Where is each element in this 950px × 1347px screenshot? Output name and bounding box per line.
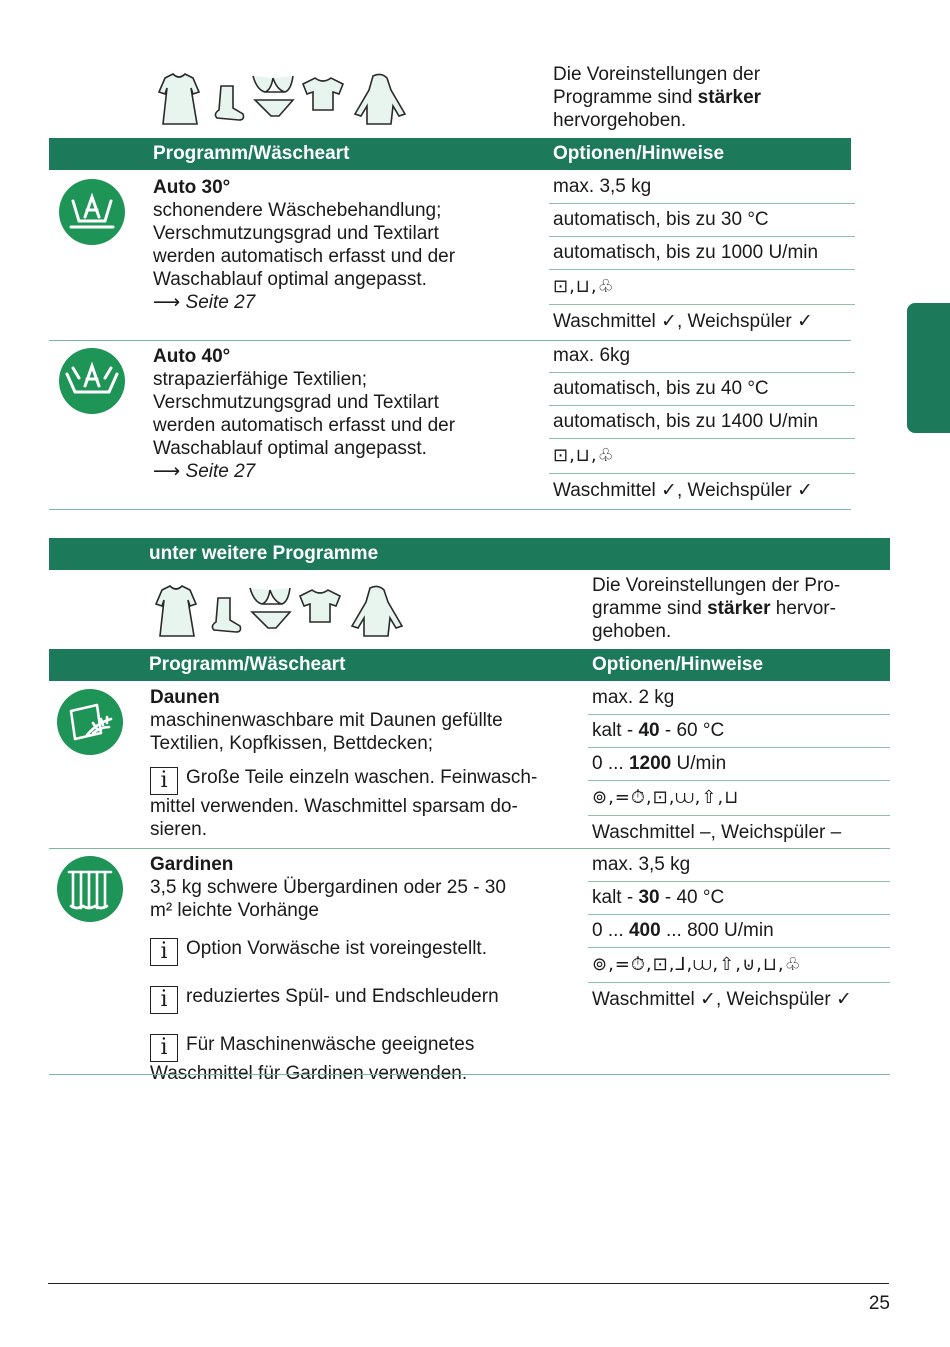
temp-prefix: kalt - [592,887,639,908]
page-ref-text: Seite 27 [185,461,256,482]
option-weight: max. 3,5 kg [549,170,855,204]
preset-note-line2 [592,597,890,620]
temp-default: 40 [638,720,660,741]
gardinen-description [150,853,580,1085]
daunen-icon [57,689,123,755]
option-weight: max. 2 kg [588,681,890,715]
preset-note [553,63,853,132]
desc-line: strapazierfähige Textilien; [153,369,368,390]
daunen-title: Daunen [150,687,220,708]
header-options: Optionen/Hinweise [592,654,764,675]
desc-line: werden automatisch erfasst und der [153,415,456,436]
page-ref[interactable] [153,460,543,483]
info-icon: i [150,986,178,1014]
chapter-tab [907,303,950,433]
desc-line: m² leichte Vorhänge [150,900,319,921]
info-note [150,1033,580,1062]
desc-line: 3,5 kg schwere Übergardinen oder 25 - 30 [150,877,506,898]
preset-note-line2-rest: hervor- [770,598,836,619]
page-ref-text: Seite 27 [185,292,256,313]
footer-rule [48,1283,889,1284]
spin-default: 1200 [628,753,672,774]
preset-note [592,574,890,643]
option-detergent: Waschmittel –, Weichspüler – [592,822,842,843]
info-text: Große Teile einzeln waschen. Feinwasch- [186,767,538,788]
header-program: Programm/Wäscheart [149,654,346,675]
auto-40-icon [59,348,125,414]
row-divider [49,1074,890,1075]
auto-30-icon [59,179,125,245]
daunen-description [150,686,580,841]
option-spin [588,747,890,781]
spin-prefix: 0 ... [592,753,629,774]
info-icon: i [150,767,178,795]
preset-note-line3: gehoben. [592,621,672,642]
option-detergent: Waschmittel ✓, Weichspüler ✓ [592,989,852,1010]
spin-prefix: 0 ... [592,920,629,941]
option-weight: max. 3,5 kg [588,848,890,882]
option-symbols: ⊚,=⏱,⊡,⩊,⇧,⊔ [588,780,890,816]
temp-prefix: kalt - [592,720,639,741]
auto-40-description [153,345,543,483]
auto-30-description [153,176,543,314]
info-icon: i [150,1034,178,1062]
temp-suffix: - 40 °C [659,887,725,908]
option-temperature: automatisch, bis zu 30 °C [549,203,855,237]
preset-note-line3: hervorgehoben. [553,110,687,131]
option-weight: max. 6kg [549,339,855,373]
option-symbols: ⊡,⊔,♧ [549,438,855,474]
header-program: Programm/Wäscheart [153,143,350,164]
option-detergent: Waschmittel ✓, Weichspüler ✓ [553,311,813,332]
option-temperature: automatisch, bis zu 40 °C [549,372,855,406]
auto-40-title: Auto 40° [153,346,231,367]
preset-note-line2 [553,86,853,109]
desc-line: Verschmutzungsgrad und Textilart [153,223,439,244]
desc-line: schonendere Wäschebehandlung; [153,200,442,221]
section-banner [49,538,890,570]
desc-line: Verschmutzungsgrad und Textilart [153,392,439,413]
gardinen-icon [57,856,123,922]
page-number: 25 [868,1293,890,1314]
desc-line: Textilien, Kopfkissen, Bettdecken; [150,733,434,754]
table-header [49,138,851,170]
temp-suffix: - 60 °C [659,720,725,741]
clothing-pictograms-icon [152,582,407,640]
clothing-pictograms-icon [155,70,410,128]
option-spin: automatisch, bis zu 1000 U/min [549,236,855,270]
arrow-icon: ⟶ [153,292,181,313]
option-spin: automatisch, bis zu 1400 U/min [549,405,855,439]
page-ref[interactable] [153,291,543,314]
option-spin [588,914,890,948]
clothing-icons [155,70,410,128]
spin-default: 400 [628,920,661,941]
spin-suffix: U/min [671,753,727,774]
temp-default: 30 [638,887,660,908]
preset-note-line2-text: gramme sind [592,598,708,619]
header-options: Optionen/Hinweise [553,143,725,164]
preset-note-line2-text: Programme sind [553,87,698,108]
info-text: mittel verwenden. Waschmittel sparsam do- [150,796,518,817]
info-note [150,937,580,966]
info-note [150,985,580,1014]
section-banner-title: unter weitere Programme [149,543,379,564]
clothing-icons [152,582,407,640]
row-divider [49,509,851,510]
desc-line: Waschablauf optimal angepasst. [153,438,427,459]
info-text: sieren. [150,819,208,840]
desc-line: Waschablauf optimal angepasst. [153,269,427,290]
preset-note-bold: stärker [707,598,771,619]
option-temperature [588,881,890,915]
desc-line: werden automatisch erfasst und der [153,246,456,267]
preset-note-line1: Die Voreinstellungen der Pro- [592,575,841,596]
info-text: Waschmittel für Gardinen verwenden. [150,1063,468,1084]
preset-note-bold: stärker [697,87,762,108]
spin-suffix: ... 800 U/min [660,920,774,941]
gardinen-title: Gardinen [150,854,234,875]
info-note [150,766,580,795]
table-header [49,649,890,681]
desc-line: maschinenwaschbare mit Daunen gefüllte [150,710,503,731]
info-text: Option Vorwäsche ist voreingestellt. [186,938,487,959]
option-detergent: Waschmittel ✓, Weichspüler ✓ [553,480,813,501]
option-symbols: ⊡,⊔,♧ [549,269,855,305]
option-symbols: ⊚,=⏱,⊡,⅃,⩊,⇧,⊍,⊔,♧ [588,947,890,983]
info-text: Für Maschinenwäsche geeignetes [186,1034,475,1055]
auto-30-title: Auto 30° [153,177,231,198]
option-temperature [588,714,890,748]
preset-note-line1: Die Voreinstellungen der [553,64,761,85]
info-text: reduziertes Spül- und Endschleudern [186,986,499,1007]
arrow-icon: ⟶ [153,461,181,482]
info-icon: i [150,938,178,966]
